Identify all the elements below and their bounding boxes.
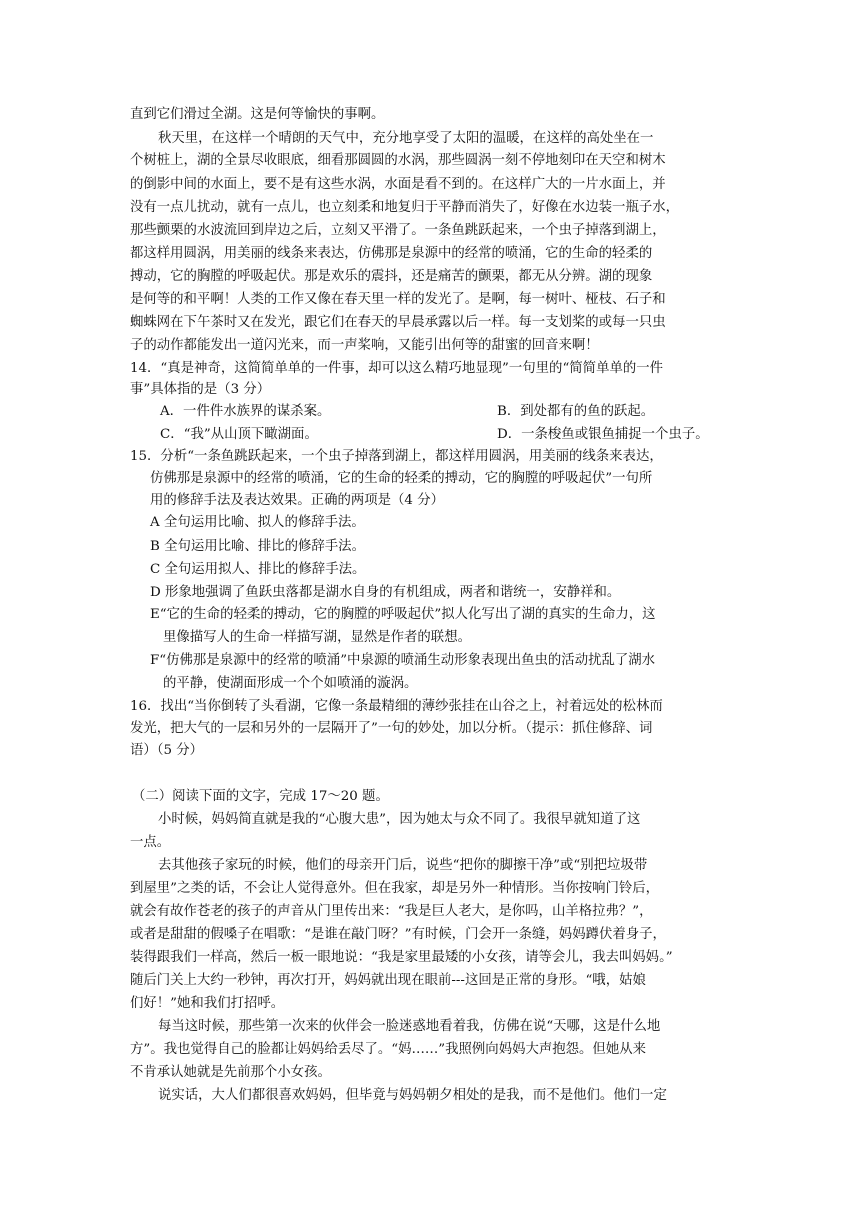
question-16-stem: 发光，把大气的一层和另外的一层隔开了”一句的妙处，加以分析。（提示：抓住修辞、词 xyxy=(130,721,653,736)
question-15-stem: 用的修辞手法及表达效果。正确的两项是（4 分） xyxy=(150,493,444,508)
passage-line: 不肯承认她就是先前那个小女孩。 xyxy=(130,1065,331,1080)
passage-line: 或者是甜甜的假嗓子在唱歌：“是谁在敲门呀？”有时候，门会开一条缝，妈妈蹲伏着身子， xyxy=(130,927,666,942)
question-15-stem: 15．分析“一条鱼跳跃起来，一个虫子掉落到湖上，都这样用圆涡，用美丽的线条来表达， xyxy=(130,449,663,464)
passage-line: 搏动，它的胸膛的呼吸起伏。那是欢乐的震抖，还是痛苦的颤栗，都无从分辨。湖的现象 xyxy=(130,269,653,284)
passage-line: 个树桩上，湖的全景尽收眼底，细看那圆圆的水涡，那些圆涡一刻不停地刻印在天空和树木 xyxy=(130,153,666,168)
question-14-option-c: C．“我”从山顶下瞰湖面。 xyxy=(160,427,318,442)
question-16-stem: 语）（5 分） xyxy=(130,743,204,758)
section-heading: （二）阅读下面的文字，完成 17～20 题。 xyxy=(132,789,389,804)
question-16-stem: 16．找出“当你倒转了头看湖，它像一条最精细的薄纱张挂在山谷之上，衬着远处的松林而 xyxy=(130,699,663,714)
question-14-option-a: A．一件件水族界的谋杀案。 xyxy=(160,404,331,419)
question-15-option: C 全句运用拟人、排比的修辞手法。 xyxy=(150,562,366,577)
passage-line: 们好！”她和我们打招呼。 xyxy=(130,996,285,1011)
question-15-stem: 仿佛那是泉源中的经常的喷涌，它的生命的轻柔的搏动，它的胸膛的呼吸起伏”一句所 xyxy=(150,471,653,486)
passage-line: 随后门关上大约一秒钟，再次打开，妈妈就出现在眼前---这回是正常的身形。“哦，姑娘 xyxy=(130,973,646,988)
passage-line: 都这样用圆涡，用美丽的线条来表达，仿佛那是泉源中的经常的喷涌，它的生命的轻柔的 xyxy=(130,246,653,261)
passage-line: 的倒影中间的水面上，要不是有这些水涡，水面是看不到的。在这样广大的一片水面上，并 xyxy=(130,177,666,192)
passage-line: 没有一点儿扰动，就有一点儿，也立刻柔和地复归于平静而消失了，好像在水边装一瓶子水， xyxy=(130,200,680,215)
passage-line: 一点。 xyxy=(130,835,171,850)
question-15-option: 的平静，使湖面形成一个个如喷涌的漩涡。 xyxy=(163,676,418,691)
passage-line: 小时候，妈妈简直就是我的“心腹大患”，因为她太与众不同了。我很早就知道了这 xyxy=(158,812,641,827)
passage-line: 那些颤栗的水波流回到岸边之后，立刻又平滑了。一条鱼跳跃起来，一个虫子掉落到湖上， xyxy=(130,223,666,238)
question-14-option-d: D．一条梭鱼或银鱼捕捉一个虫子。 xyxy=(497,427,709,442)
question-14-option-b: B．到处都有的鱼的跃起。 xyxy=(497,404,655,419)
question-14-stem: 14．“真是神奇，这简简单单的一件事，却可以这么精巧地显现”一句里的“简简单单的一件 xyxy=(130,361,664,376)
passage-line: 直到它们滑过全湖。这是何等愉快的事啊。 xyxy=(130,107,385,122)
passage-line: 方”。我也觉得自己的脸都让妈妈给丢尽了。“妈……”我照例向妈妈大声抱怨。但她从来 xyxy=(130,1042,646,1057)
passage-line: 就会有故作苍老的孩子的声音从门里传出来：“我是巨人老大，是你吗，山羊格拉弗？”， xyxy=(130,904,653,919)
passage-line: 子的动作都能发出一道闪光来，而一声桨响，又能引出何等的甜蜜的回音来啊！ xyxy=(130,338,599,353)
question-15-option: D 形象地强调了鱼跃虫落都是湖水自身的有机组成，两者和谐统一，安静祥和。 xyxy=(150,585,621,600)
passage-line: 去其他孩子家玩的时候，他们的母亲开门后，说些“把你的脚擦干净”或“别把垃圾带 xyxy=(158,858,648,873)
question-15-option: 里像描写人的生命一样描写湖，显然是作者的联想。 xyxy=(163,630,471,645)
passage-line: 秋天里，在这样一个晴朗的天气中，充分地享受了太阳的温暖，在这样的高处坐在一 xyxy=(158,131,654,146)
passage-line: 说实话，大人们都很喜欢妈妈，但毕竟与妈妈朝夕相处的是我，而不是他们。他们一定 xyxy=(158,1088,667,1103)
passage-line: 每当这时候，那些第一次来的伙伴会一脸迷惑地看着我，仿佛在说“天哪，这是什么地 xyxy=(158,1019,661,1034)
passage-line: 到屋里”之类的话，不会让人觉得意外。但在我家，却是另外一种情形。当你按响门铃后， xyxy=(130,881,660,896)
passage-line: 是何等的和平啊！人类的工作又像在春天里一样的发光了。是啊，每一树叶、桠枝、石子和 xyxy=(130,292,666,307)
passage-line: 蜘蛛网在下午茶时又在发光，跟它们在春天的早晨承露以后一样。每一支划桨的或每一只虫 xyxy=(130,315,666,330)
question-15-option: E“它的生命的轻柔的搏动，它的胸膛的呼吸起伏”拟人化写出了湖的真实的生命力，这 xyxy=(150,607,656,622)
question-15-option: B 全句运用比喻、排比的修辞手法。 xyxy=(150,539,365,554)
question-14-stem: 事”具体指的是（3 分） xyxy=(130,382,271,397)
passage-line: 装得跟我们一样高，然后一板一眼地说：“我是家里最矮的小女孩，请等会儿，我去叫妈妈。” xyxy=(130,950,673,965)
question-15-option: A 全句运用比喻、拟人的修辞手法。 xyxy=(150,515,365,530)
question-15-option: F“仿佛那是泉源中的经常的喷涌”中泉源的喷涌生动形象表现出鱼虫的活动扰乱了湖水 xyxy=(150,653,656,668)
